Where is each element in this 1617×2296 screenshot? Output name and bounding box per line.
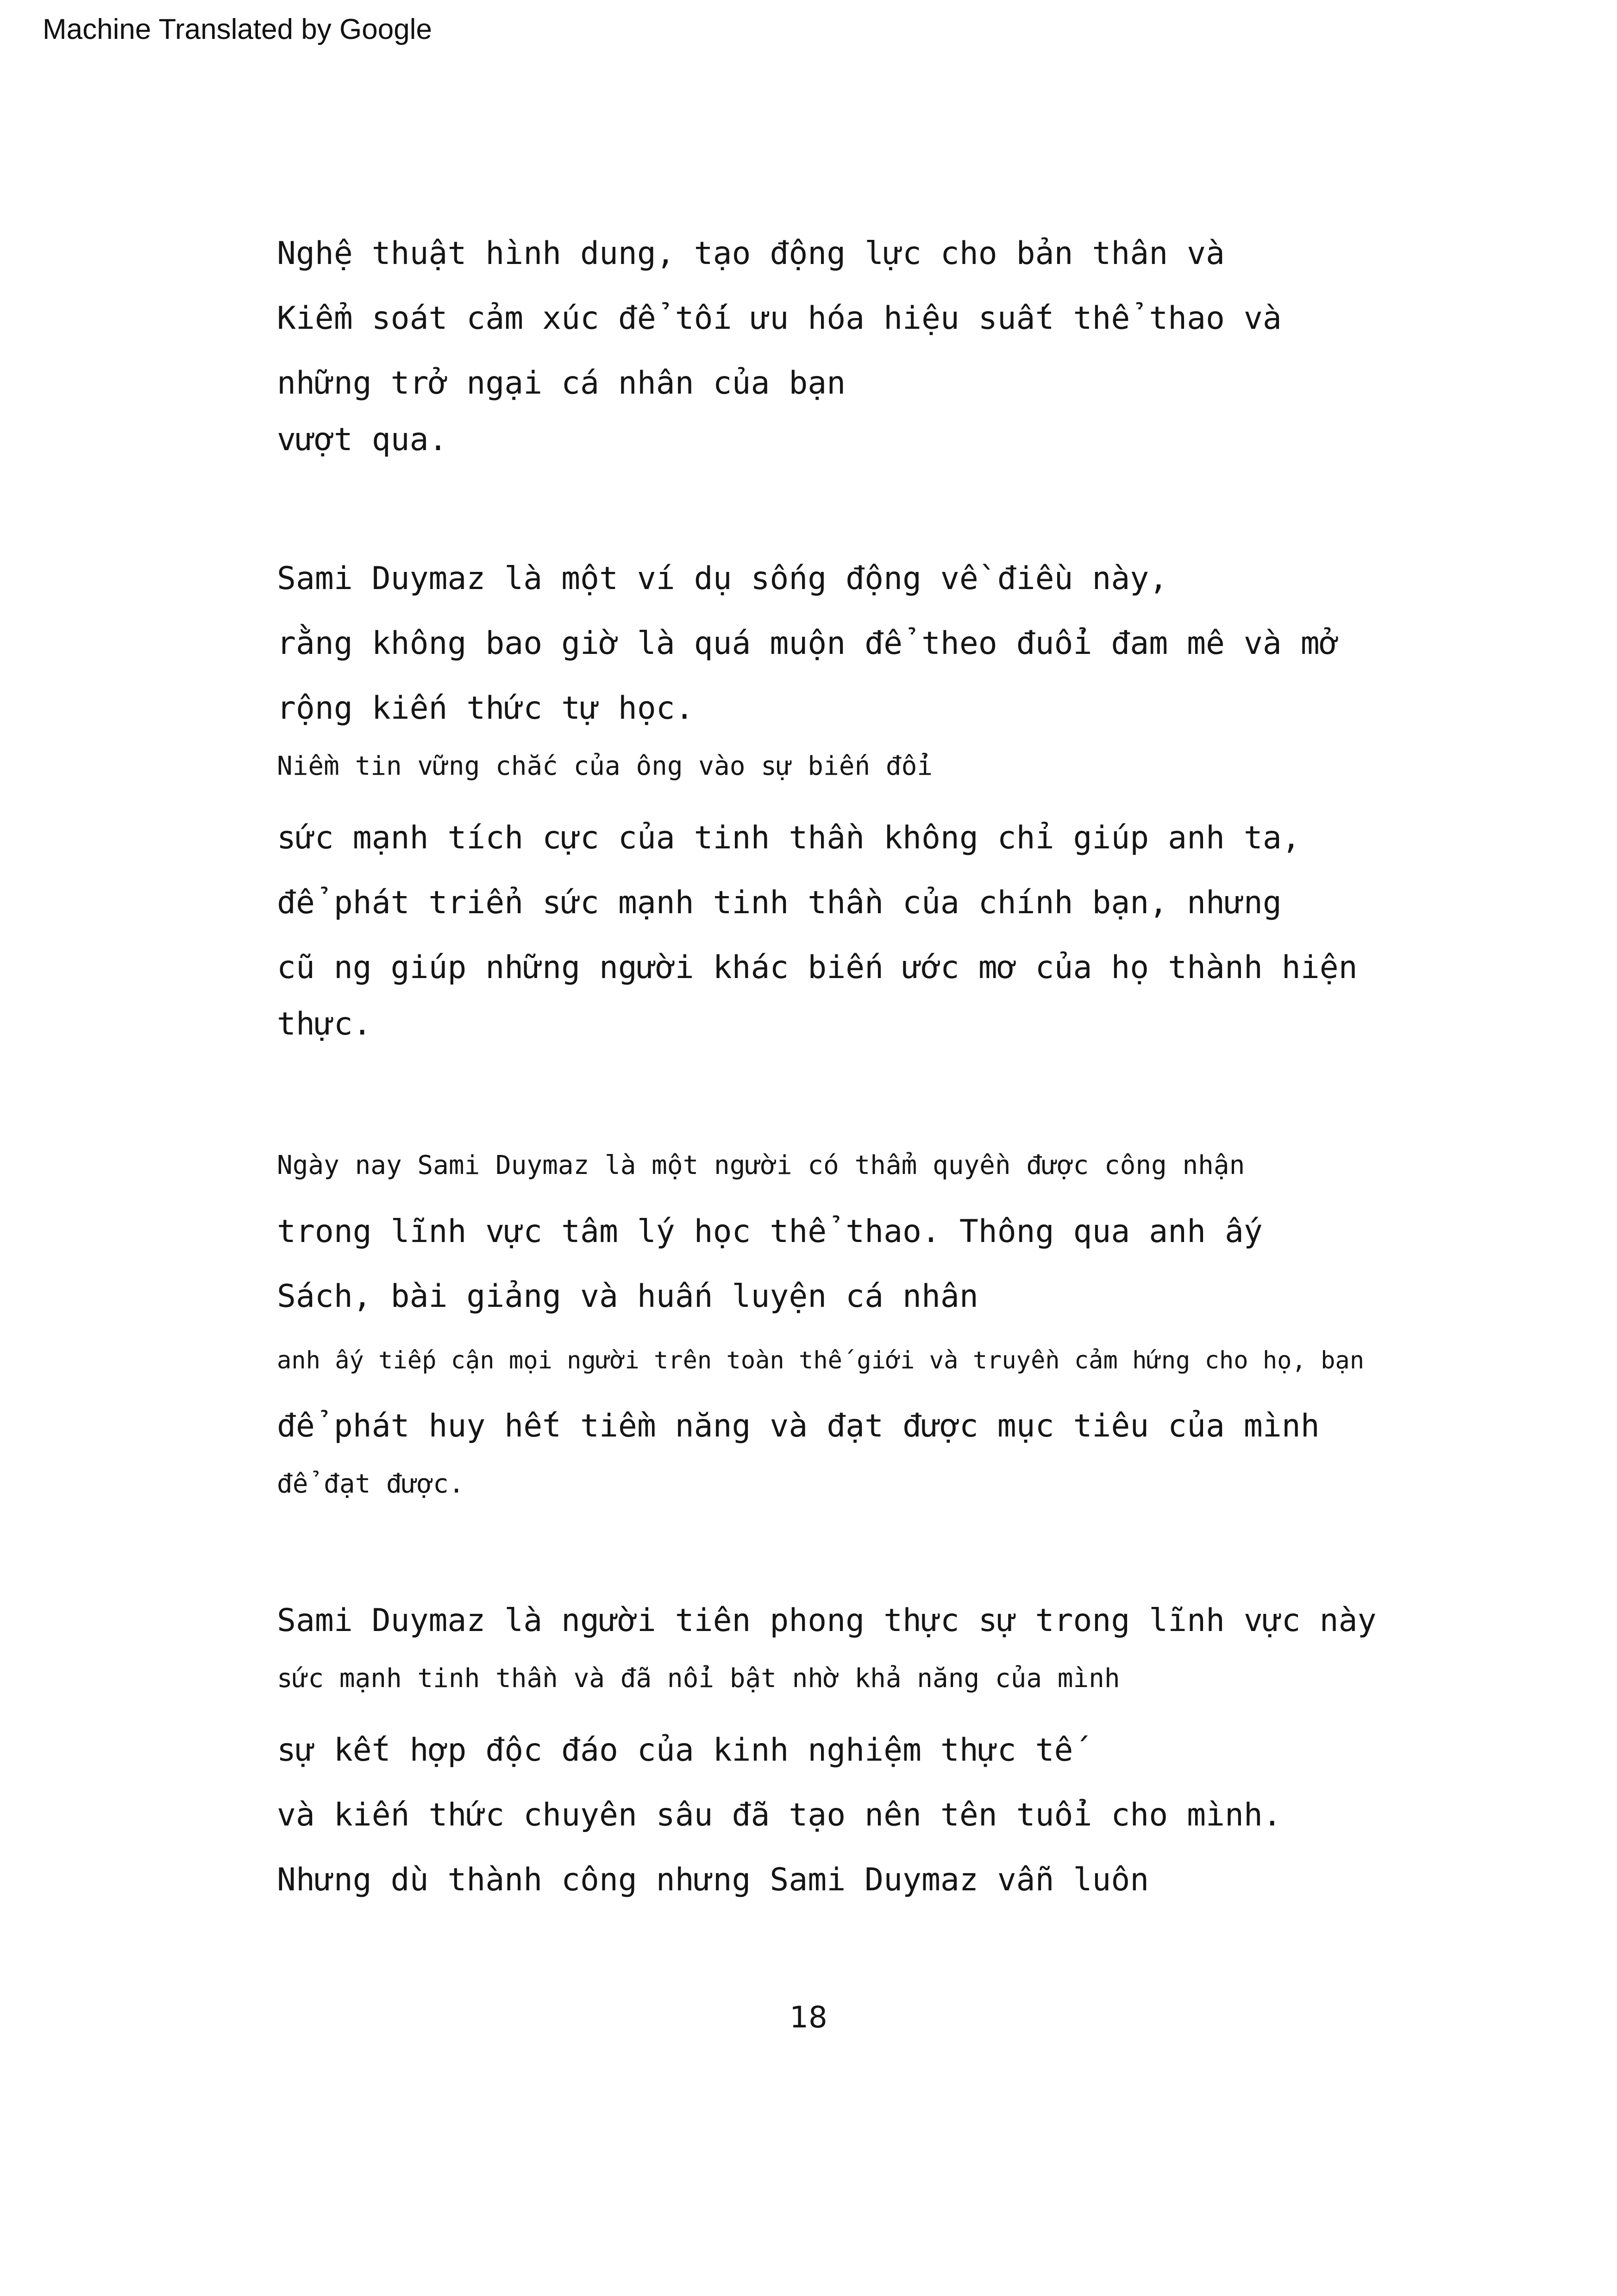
- paragraph-4-line-2: sức mạnh tinh thần và đã nổi bật nhờ khả năng của mình: [277, 1663, 1120, 1694]
- paragraph-1-line-2: Kiểm soát cảm xúc để tối ưu hóa hiệu suất thể thao và: [277, 300, 1282, 337]
- paragraph-2-line-6: để phát triển sức mạnh tinh thần của chính bạn, nhưng: [277, 885, 1282, 921]
- paragraph-3-line-1: Ngày nay Sami Duymaz là một người có thẩm quyền được công nhận: [277, 1150, 1245, 1180]
- paragraph-2-line-1: Sami Duymaz là một ví dụ sống động về điều này,: [277, 560, 1168, 597]
- paragraph-3-line-6: để đạt được.: [277, 1469, 464, 1499]
- paragraph-3-line-3: Sách, bài giảng và huấn luyện cá nhân: [277, 1278, 978, 1315]
- page-number: 18: [790, 2001, 827, 2035]
- paragraph-3-line-5: để phát huy hết tiềm năng và đạt được mục tiêu của mình: [277, 1408, 1320, 1444]
- paragraph-2-line-3: rộng kiến thức tự học.: [277, 690, 694, 727]
- paragraph-2-line-2: rằng không bao giờ là quá muộn để theo đuổi đam mê và mở: [277, 625, 1339, 662]
- paragraph-3-line-4: anh ấy tiếp cận mọi người trên toàn thế giới và truyền cảm hứng cho họ, bạn: [277, 1347, 1364, 1374]
- paragraph-1-line-4: vượt qua.: [277, 421, 448, 458]
- paragraph-4-line-5: Nhưng dù thành công nhưng Sami Duymaz vẫn luôn: [277, 1862, 1149, 1898]
- paragraph-3-line-2: trong lĩnh vực tâm lý học thể thao. Thông qua anh ấy: [277, 1213, 1263, 1250]
- paragraph-1-line-3: những trở ngại cá nhân của bạn: [277, 365, 846, 401]
- paragraph-4-line-3: sự kết hợp độc đáo của kinh nghiệm thực tế: [277, 1732, 1073, 1769]
- paragraph-4-line-4: và kiến thức chuyên sâu đã tạo nên tên tuổi cho mình.: [277, 1797, 1282, 1833]
- paragraph-1-line-1: Nghệ thuật hình dung, tạo động lực cho bản thân và: [277, 235, 1225, 272]
- paragraph-2-line-7: cũ ng giúp những người khác biến ước mơ của họ thành hiện: [277, 949, 1358, 986]
- paragraph-4-line-1: Sami Duymaz là người tiên phong thực sự trong lĩnh vực này: [277, 1602, 1377, 1639]
- paragraph-2-line-5: sức mạnh tích cực của tinh thần không chỉ giúp anh ta,: [277, 820, 1301, 856]
- paragraph-2-line-8: thực.: [277, 1006, 372, 1042]
- machine-translation-banner: Machine Translated by Google: [43, 13, 432, 45]
- paragraph-2-line-4: Niềm tin vững chắc của ông vào sự biến đổi: [277, 751, 933, 781]
